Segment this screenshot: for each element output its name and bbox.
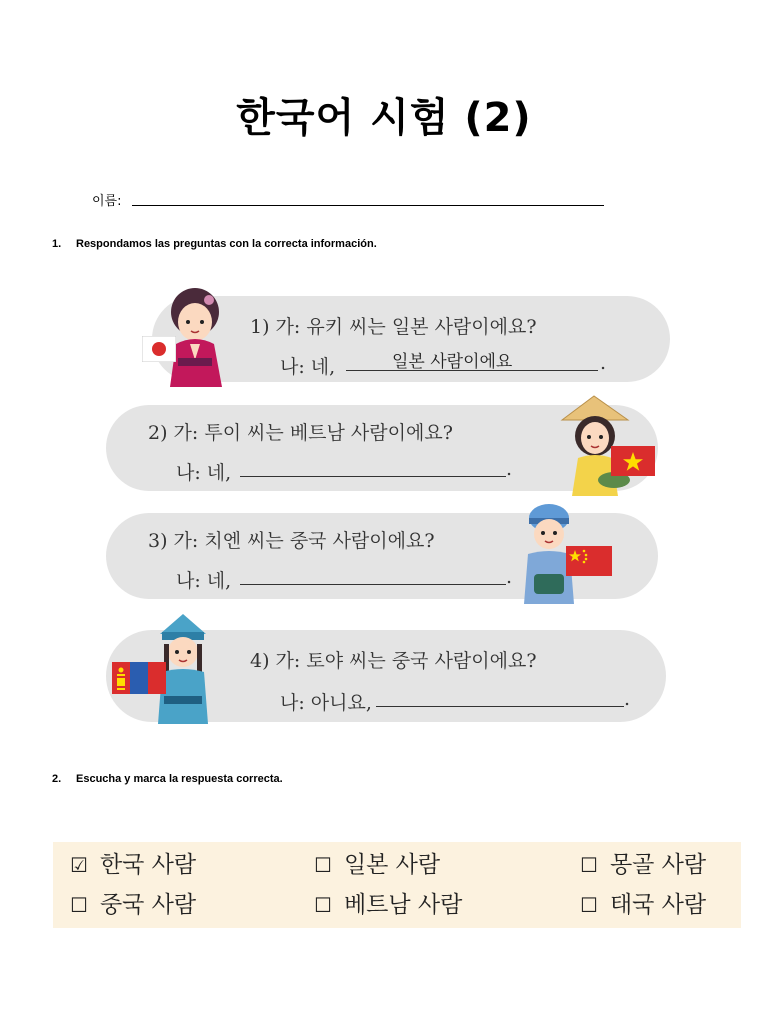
dialogue-4-end: . <box>624 688 631 710</box>
japan-flag-icon <box>142 336 176 362</box>
checkbox-icon[interactable]: ☐ <box>580 853 598 877</box>
option-korean[interactable] <box>70 846 196 879</box>
option-vietnamese[interactable] <box>314 886 462 919</box>
dialogue-3-question: 3) 가: 치엔 씨는 중국 사람이에요? <box>148 530 435 552</box>
character-japan <box>140 282 245 387</box>
option-chinese[interactable] <box>70 886 196 919</box>
dialogue-1-question: 1) 가: 유키 씨는 일본 사람이에요? <box>250 316 537 338</box>
question-2-number: 2. <box>52 773 62 785</box>
name-field[interactable] <box>132 205 604 206</box>
dialogue-2-end: . <box>506 458 513 480</box>
option-mongolian[interactable] <box>580 846 706 879</box>
checkbox-icon[interactable]: ☐ <box>314 893 332 917</box>
option-label: 일본 사람 <box>343 852 441 878</box>
option-thai[interactable] <box>580 886 706 919</box>
checkbox-icon[interactable]: ☐ <box>314 853 332 877</box>
dialogue-1-end: . <box>600 352 607 374</box>
mongolia-flag-icon <box>112 662 166 694</box>
checked-checkbox-icon[interactable]: ☑ <box>70 853 88 877</box>
dialogue-1-answer-prefix: 나: 네, <box>280 356 336 378</box>
option-label: 중국 사람 <box>99 892 197 918</box>
option-japanese[interactable] <box>314 846 440 879</box>
question-1 <box>52 238 377 250</box>
dialogue-2-answer-prefix: 나: 네, <box>176 462 232 484</box>
option-label: 한국 사람 <box>99 852 197 878</box>
option-label: 태국 사람 <box>609 892 707 918</box>
dialogue-3-answer-blank[interactable] <box>240 584 506 585</box>
option-label: 몽골 사람 <box>609 852 707 878</box>
dialogue-4-question: 4) 가: 토야 씨는 중국 사람이에요? <box>250 650 537 672</box>
name-label: 이름: <box>92 194 122 209</box>
dialogue-2-question: 2) 가: 투이 씨는 베트남 사람이에요? <box>148 422 453 444</box>
character-vietnam <box>556 392 636 496</box>
question-2-text: Escucha y marca la respuesta correcta. <box>76 773 283 785</box>
china-flag-icon <box>566 546 612 576</box>
dialogue-4-answer-prefix: 나: 아니요, <box>280 692 372 714</box>
vietnam-flag-icon <box>611 446 655 476</box>
dialogue-4-answer-blank[interactable] <box>376 706 624 707</box>
option-label: 베트남 사람 <box>343 892 463 918</box>
question-2 <box>52 773 283 785</box>
dialogue-2-answer-blank[interactable] <box>240 476 506 477</box>
question-1-text: Respondamos las preguntas con la correcta información. <box>76 238 377 250</box>
page-title: 한국어 시험 (2) <box>236 95 532 141</box>
dialogue-3-end: . <box>506 566 513 588</box>
question-1-number: 1. <box>52 238 62 250</box>
dialogue-1-answer-written: 일본 사람이에요 <box>392 352 513 372</box>
checkbox-icon[interactable]: ☐ <box>70 893 88 917</box>
dialogue-3-answer-prefix: 나: 네, <box>176 570 232 592</box>
checkbox-icon[interactable]: ☐ <box>580 893 598 917</box>
